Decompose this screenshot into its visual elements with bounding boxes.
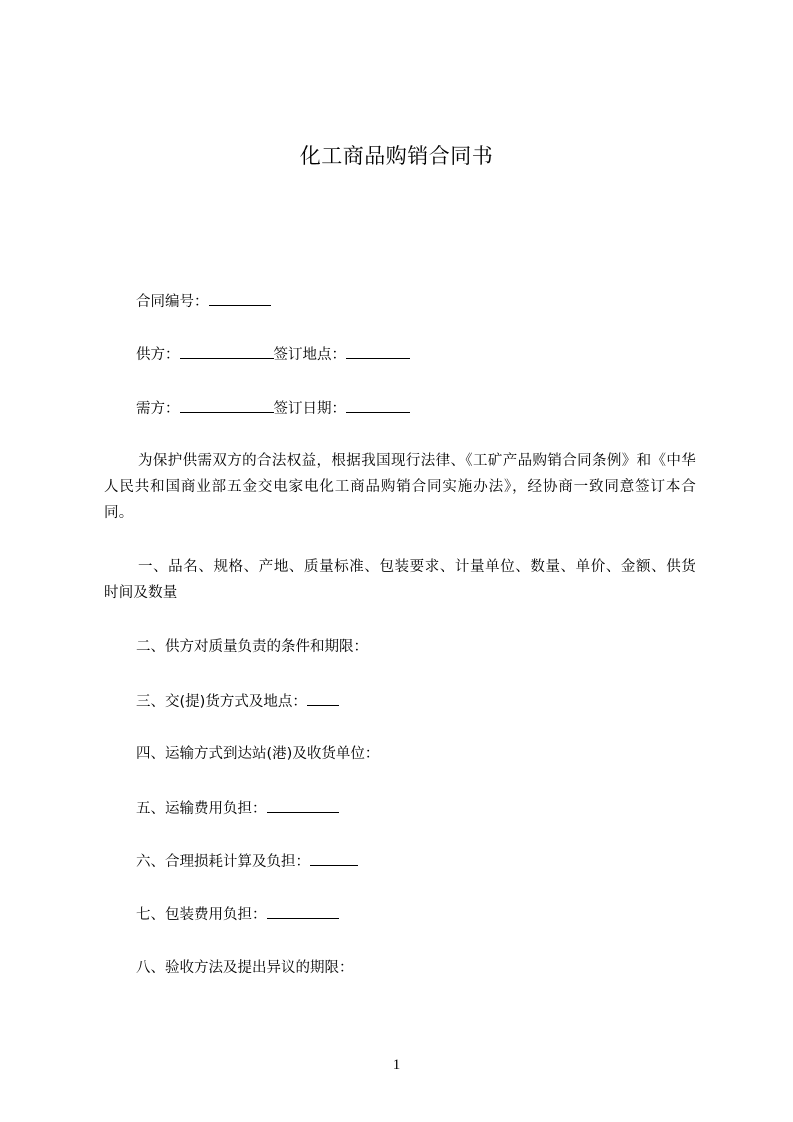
clause-6: 六、合理损耗计算及负担：: [136, 854, 310, 870]
clause-6-blank[interactable]: [310, 850, 358, 866]
clause-8: 八、验收方法及提出异议的期限：: [136, 960, 354, 976]
buyer-blank[interactable]: [180, 397, 274, 413]
supplier-label: 供方：: [136, 347, 180, 363]
buyer-line: [136, 397, 410, 420]
signing-place-blank[interactable]: [346, 343, 410, 359]
signing-date-label: 签订日期：: [273, 401, 346, 417]
clause-4: 四、运输方式到达站(港)及收货单位：: [136, 746, 380, 762]
page-number: 1: [392, 1057, 401, 1073]
clause-5-line: [136, 797, 339, 820]
clause-1: 一、品名、规格、产地、质量标准、包装要求、计量单位、数量、单价、金额、供货时间及数量: [104, 559, 696, 601]
contract-number-blank[interactable]: [209, 290, 271, 306]
signing-date-blank[interactable]: [346, 397, 410, 413]
clause-6-line: [136, 850, 358, 873]
clause-3-blank[interactable]: [307, 690, 339, 706]
contract-number-line: [136, 290, 271, 313]
buyer-label: 需方：: [136, 401, 180, 417]
clause-5-blank[interactable]: [267, 797, 339, 813]
clause-5: 五、运输费用负担：: [136, 801, 267, 817]
clause-3: 三、交(提)货方式及地点：: [136, 694, 307, 710]
document-title: 化工商品购销合同书: [299, 144, 494, 168]
clause-2: 二、供方对质量负责的条件和期限：: [136, 639, 368, 655]
intro-paragraph: 为保护供需双方的合法权益，根据我国现行法律、《工矿产品购销合同条例》和《中华人民共和国商业部五金交电家电化工商品购销合同实施办法》，经协商一致同意签订本合同。: [104, 453, 696, 521]
supplier-blank[interactable]: [180, 343, 274, 359]
contract-number-label: 合同编号：: [136, 294, 209, 310]
clause-7-blank[interactable]: [267, 903, 339, 919]
clause-7: 七、包装费用负担：: [136, 907, 267, 923]
clause-3-line: [136, 690, 339, 713]
clause-7-line: [136, 903, 339, 926]
signing-place-label: 签订地点：: [273, 347, 346, 363]
supplier-line: [136, 343, 410, 366]
